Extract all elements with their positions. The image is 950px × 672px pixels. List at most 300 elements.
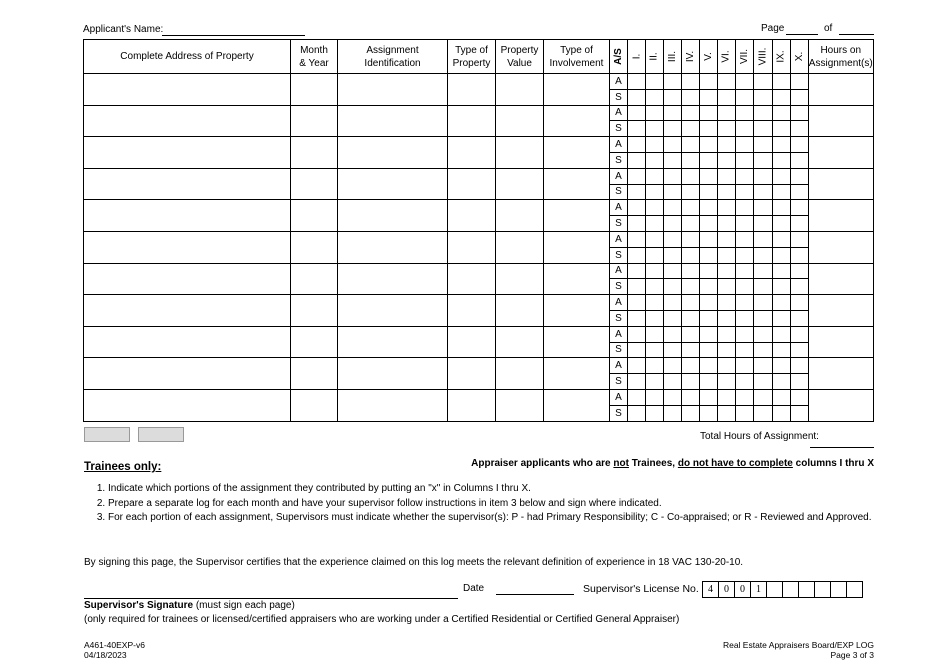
portion-check-cell[interactable] [790, 374, 808, 390]
portion-check-cell[interactable] [772, 121, 790, 137]
portion-check-cell[interactable] [790, 310, 808, 326]
license-digit[interactable] [767, 582, 783, 598]
month-cell[interactable] [291, 263, 338, 295]
address-cell[interactable] [84, 231, 291, 263]
portion-check-cell[interactable] [646, 263, 664, 279]
address-cell[interactable] [84, 358, 291, 390]
portion-check-cell[interactable] [664, 389, 682, 405]
portion-check-cell[interactable] [700, 310, 718, 326]
portion-check-cell[interactable] [628, 295, 646, 311]
portion-check-cell[interactable] [646, 121, 664, 137]
portion-check-cell[interactable] [718, 405, 736, 421]
portion-check-cell[interactable] [700, 247, 718, 263]
hours-cell[interactable] [808, 389, 873, 421]
portion-check-cell[interactable] [718, 216, 736, 232]
portion-check-cell[interactable] [736, 279, 754, 295]
assignment-cell[interactable] [338, 295, 448, 327]
property-value-cell[interactable] [496, 326, 544, 358]
portion-check-cell[interactable] [718, 168, 736, 184]
hours-cell[interactable] [808, 263, 873, 295]
license-digit[interactable]: 4 [703, 582, 719, 598]
portion-check-cell[interactable] [736, 310, 754, 326]
portion-check-cell[interactable] [682, 263, 700, 279]
portion-check-cell[interactable] [646, 152, 664, 168]
portion-check-cell[interactable] [772, 389, 790, 405]
license-digit[interactable] [783, 582, 799, 598]
license-digit[interactable] [847, 582, 863, 598]
license-digit[interactable] [831, 582, 847, 598]
portion-check-cell[interactable] [700, 231, 718, 247]
address-cell[interactable] [84, 326, 291, 358]
involvement-cell[interactable] [544, 137, 610, 169]
property-value-cell[interactable] [496, 200, 544, 232]
portion-check-cell[interactable] [790, 89, 808, 105]
portion-check-cell[interactable] [682, 231, 700, 247]
date-field[interactable] [496, 594, 574, 595]
portion-check-cell[interactable] [772, 89, 790, 105]
portion-check-cell[interactable] [736, 216, 754, 232]
portion-check-cell[interactable] [664, 216, 682, 232]
involvement-cell[interactable] [544, 295, 610, 327]
portion-check-cell[interactable] [736, 263, 754, 279]
portion-check-cell[interactable] [682, 89, 700, 105]
portion-check-cell[interactable] [682, 358, 700, 374]
portion-check-cell[interactable] [628, 389, 646, 405]
portion-check-cell[interactable] [628, 105, 646, 121]
address-cell[interactable] [84, 168, 291, 200]
portion-check-cell[interactable] [790, 358, 808, 374]
portion-check-cell[interactable] [772, 279, 790, 295]
property-value-cell[interactable] [496, 168, 544, 200]
portion-check-cell[interactable] [790, 74, 808, 90]
portion-check-cell[interactable] [772, 200, 790, 216]
hours-cell[interactable] [808, 74, 873, 106]
license-digit[interactable] [799, 582, 815, 598]
portion-check-cell[interactable] [682, 326, 700, 342]
portion-check-cell[interactable] [754, 310, 773, 326]
portion-check-cell[interactable] [664, 152, 682, 168]
hours-cell[interactable] [808, 168, 873, 200]
portion-check-cell[interactable] [772, 216, 790, 232]
portion-check-cell[interactable] [718, 89, 736, 105]
portion-check-cell[interactable] [754, 231, 773, 247]
portion-check-cell[interactable] [664, 121, 682, 137]
portion-check-cell[interactable] [664, 168, 682, 184]
type-property-cell[interactable] [448, 137, 496, 169]
month-cell[interactable] [291, 137, 338, 169]
involvement-cell[interactable] [544, 263, 610, 295]
involvement-cell[interactable] [544, 74, 610, 106]
portion-check-cell[interactable] [628, 74, 646, 90]
portion-check-cell[interactable] [772, 137, 790, 153]
address-cell[interactable] [84, 263, 291, 295]
portion-check-cell[interactable] [628, 326, 646, 342]
hours-cell[interactable] [808, 105, 873, 137]
hours-cell[interactable] [808, 326, 873, 358]
portion-check-cell[interactable] [736, 121, 754, 137]
portion-check-cell[interactable] [700, 295, 718, 311]
portion-check-cell[interactable] [718, 279, 736, 295]
portion-check-cell[interactable] [736, 152, 754, 168]
type-property-cell[interactable] [448, 358, 496, 390]
portion-check-cell[interactable] [736, 105, 754, 121]
portion-check-cell[interactable] [628, 216, 646, 232]
portion-check-cell[interactable] [682, 389, 700, 405]
portion-check-cell[interactable] [718, 342, 736, 358]
portion-check-cell[interactable] [772, 231, 790, 247]
assignment-cell[interactable] [338, 326, 448, 358]
portion-check-cell[interactable] [682, 247, 700, 263]
portion-check-cell[interactable] [718, 105, 736, 121]
portion-check-cell[interactable] [790, 137, 808, 153]
portion-check-cell[interactable] [754, 279, 773, 295]
portion-check-cell[interactable] [682, 310, 700, 326]
license-digit[interactable]: 0 [719, 582, 735, 598]
portion-check-cell[interactable] [664, 184, 682, 200]
portion-check-cell[interactable] [736, 295, 754, 311]
portion-check-cell[interactable] [628, 263, 646, 279]
portion-check-cell[interactable] [700, 105, 718, 121]
portion-check-cell[interactable] [718, 121, 736, 137]
month-cell[interactable] [291, 389, 338, 421]
portion-check-cell[interactable] [790, 231, 808, 247]
portion-check-cell[interactable] [772, 326, 790, 342]
assignment-cell[interactable] [338, 74, 448, 106]
portion-check-cell[interactable] [664, 231, 682, 247]
portion-check-cell[interactable] [736, 168, 754, 184]
portion-check-cell[interactable] [754, 74, 773, 90]
portion-check-cell[interactable] [664, 405, 682, 421]
applicant-name-field[interactable] [162, 35, 305, 36]
property-value-cell[interactable] [496, 231, 544, 263]
portion-check-cell[interactable] [718, 152, 736, 168]
portion-check-cell[interactable] [664, 310, 682, 326]
portion-check-cell[interactable] [664, 89, 682, 105]
type-property-cell[interactable] [448, 231, 496, 263]
portion-check-cell[interactable] [682, 342, 700, 358]
portion-check-cell[interactable] [682, 216, 700, 232]
portion-check-cell[interactable] [700, 216, 718, 232]
property-value-cell[interactable] [496, 358, 544, 390]
portion-check-cell[interactable] [646, 231, 664, 247]
page-total-field[interactable] [839, 34, 874, 35]
portion-check-cell[interactable] [664, 295, 682, 311]
total-hours-field[interactable] [810, 447, 874, 448]
portion-check-cell[interactable] [646, 295, 664, 311]
portion-check-cell[interactable] [682, 121, 700, 137]
portion-check-cell[interactable] [790, 168, 808, 184]
portion-check-cell[interactable] [700, 374, 718, 390]
portion-check-cell[interactable] [700, 326, 718, 342]
portion-check-cell[interactable] [682, 74, 700, 90]
portion-check-cell[interactable] [646, 184, 664, 200]
portion-check-cell[interactable] [718, 74, 736, 90]
portion-check-cell[interactable] [718, 231, 736, 247]
portion-check-cell[interactable] [754, 105, 773, 121]
address-cell[interactable] [84, 105, 291, 137]
portion-check-cell[interactable] [628, 137, 646, 153]
portion-check-cell[interactable] [628, 121, 646, 137]
portion-check-cell[interactable] [772, 295, 790, 311]
portion-check-cell[interactable] [664, 374, 682, 390]
portion-check-cell[interactable] [682, 374, 700, 390]
portion-check-cell[interactable] [664, 247, 682, 263]
portion-check-cell[interactable] [700, 74, 718, 90]
address-cell[interactable] [84, 295, 291, 327]
assignment-cell[interactable] [338, 231, 448, 263]
portion-check-cell[interactable] [700, 358, 718, 374]
property-value-cell[interactable] [496, 105, 544, 137]
portion-check-cell[interactable] [700, 342, 718, 358]
address-cell[interactable] [84, 137, 291, 169]
type-property-cell[interactable] [448, 105, 496, 137]
portion-check-cell[interactable] [754, 326, 773, 342]
portion-check-cell[interactable] [700, 389, 718, 405]
portion-check-cell[interactable] [790, 200, 808, 216]
involvement-cell[interactable] [544, 231, 610, 263]
portion-check-cell[interactable] [754, 342, 773, 358]
portion-check-cell[interactable] [736, 389, 754, 405]
portion-check-cell[interactable] [754, 216, 773, 232]
portion-check-cell[interactable] [664, 74, 682, 90]
portion-check-cell[interactable] [754, 152, 773, 168]
month-cell[interactable] [291, 168, 338, 200]
portion-check-cell[interactable] [718, 184, 736, 200]
portion-check-cell[interactable] [628, 405, 646, 421]
portion-check-cell[interactable] [646, 89, 664, 105]
portion-check-cell[interactable] [736, 74, 754, 90]
portion-check-cell[interactable] [736, 405, 754, 421]
portion-check-cell[interactable] [682, 137, 700, 153]
license-digit[interactable] [815, 582, 831, 598]
portion-check-cell[interactable] [736, 200, 754, 216]
portion-check-cell[interactable] [628, 247, 646, 263]
portion-check-cell[interactable] [664, 105, 682, 121]
portion-check-cell[interactable] [772, 405, 790, 421]
portion-check-cell[interactable] [646, 168, 664, 184]
hours-cell[interactable] [808, 137, 873, 169]
portion-check-cell[interactable] [664, 263, 682, 279]
portion-check-cell[interactable] [772, 374, 790, 390]
hours-cell[interactable] [808, 231, 873, 263]
portion-check-cell[interactable] [772, 263, 790, 279]
license-digit[interactable]: 1 [751, 582, 767, 598]
portion-check-cell[interactable] [700, 200, 718, 216]
portion-check-cell[interactable] [664, 326, 682, 342]
portion-check-cell[interactable] [646, 358, 664, 374]
portion-check-cell[interactable] [754, 168, 773, 184]
month-cell[interactable] [291, 326, 338, 358]
month-cell[interactable] [291, 200, 338, 232]
assignment-cell[interactable] [338, 200, 448, 232]
address-cell[interactable] [84, 74, 291, 106]
type-property-cell[interactable] [448, 263, 496, 295]
portion-check-cell[interactable] [646, 105, 664, 121]
portion-check-cell[interactable] [754, 389, 773, 405]
portion-check-cell[interactable] [682, 152, 700, 168]
portion-check-cell[interactable] [646, 279, 664, 295]
involvement-cell[interactable] [544, 326, 610, 358]
portion-check-cell[interactable] [790, 263, 808, 279]
portion-check-cell[interactable] [790, 279, 808, 295]
portion-check-cell[interactable] [790, 295, 808, 311]
portion-check-cell[interactable] [772, 152, 790, 168]
portion-check-cell[interactable] [718, 389, 736, 405]
portion-check-cell[interactable] [772, 168, 790, 184]
portion-check-cell[interactable] [646, 389, 664, 405]
portion-check-cell[interactable] [736, 342, 754, 358]
form-button-2[interactable] [138, 427, 184, 442]
license-digit[interactable]: 0 [735, 582, 751, 598]
portion-check-cell[interactable] [754, 263, 773, 279]
portion-check-cell[interactable] [736, 89, 754, 105]
portion-check-cell[interactable] [754, 405, 773, 421]
address-cell[interactable] [84, 200, 291, 232]
portion-check-cell[interactable] [646, 310, 664, 326]
portion-check-cell[interactable] [700, 89, 718, 105]
portion-check-cell[interactable] [736, 358, 754, 374]
portion-check-cell[interactable] [700, 263, 718, 279]
portion-check-cell[interactable] [700, 152, 718, 168]
type-property-cell[interactable] [448, 168, 496, 200]
portion-check-cell[interactable] [646, 247, 664, 263]
portion-check-cell[interactable] [628, 279, 646, 295]
month-cell[interactable] [291, 105, 338, 137]
portion-check-cell[interactable] [628, 342, 646, 358]
portion-check-cell[interactable] [664, 342, 682, 358]
month-cell[interactable] [291, 231, 338, 263]
portion-check-cell[interactable] [646, 200, 664, 216]
property-value-cell[interactable] [496, 295, 544, 327]
portion-check-cell[interactable] [646, 342, 664, 358]
assignment-cell[interactable] [338, 105, 448, 137]
portion-check-cell[interactable] [718, 263, 736, 279]
portion-check-cell[interactable] [682, 184, 700, 200]
month-cell[interactable] [291, 295, 338, 327]
portion-check-cell[interactable] [646, 405, 664, 421]
portion-check-cell[interactable] [628, 374, 646, 390]
portion-check-cell[interactable] [754, 184, 773, 200]
portion-check-cell[interactable] [682, 200, 700, 216]
portion-check-cell[interactable] [664, 358, 682, 374]
portion-check-cell[interactable] [790, 326, 808, 342]
portion-check-cell[interactable] [718, 358, 736, 374]
portion-check-cell[interactable] [754, 121, 773, 137]
portion-check-cell[interactable] [718, 295, 736, 311]
portion-check-cell[interactable] [646, 137, 664, 153]
portion-check-cell[interactable] [718, 200, 736, 216]
portion-check-cell[interactable] [628, 200, 646, 216]
portion-check-cell[interactable] [682, 279, 700, 295]
portion-check-cell[interactable] [790, 121, 808, 137]
type-property-cell[interactable] [448, 200, 496, 232]
month-cell[interactable] [291, 74, 338, 106]
assignment-cell[interactable] [338, 137, 448, 169]
type-property-cell[interactable] [448, 74, 496, 106]
portion-check-cell[interactable] [736, 184, 754, 200]
hours-cell[interactable] [808, 295, 873, 327]
page-number-field[interactable] [786, 34, 818, 35]
portion-check-cell[interactable] [628, 152, 646, 168]
portion-check-cell[interactable] [628, 168, 646, 184]
portion-check-cell[interactable] [718, 310, 736, 326]
portion-check-cell[interactable] [772, 310, 790, 326]
assignment-cell[interactable] [338, 168, 448, 200]
portion-check-cell[interactable] [682, 168, 700, 184]
portion-check-cell[interactable] [772, 105, 790, 121]
portion-check-cell[interactable] [682, 295, 700, 311]
portion-check-cell[interactable] [754, 295, 773, 311]
address-cell[interactable] [84, 389, 291, 421]
involvement-cell[interactable] [544, 358, 610, 390]
portion-check-cell[interactable] [772, 184, 790, 200]
portion-check-cell[interactable] [754, 374, 773, 390]
involvement-cell[interactable] [544, 389, 610, 421]
portion-check-cell[interactable] [754, 200, 773, 216]
property-value-cell[interactable] [496, 74, 544, 106]
portion-check-cell[interactable] [736, 137, 754, 153]
portion-check-cell[interactable] [664, 137, 682, 153]
portion-check-cell[interactable] [718, 137, 736, 153]
portion-check-cell[interactable] [700, 405, 718, 421]
portion-check-cell[interactable] [790, 342, 808, 358]
portion-check-cell[interactable] [718, 374, 736, 390]
portion-check-cell[interactable] [772, 74, 790, 90]
portion-check-cell[interactable] [628, 310, 646, 326]
portion-check-cell[interactable] [736, 231, 754, 247]
portion-check-cell[interactable] [754, 358, 773, 374]
portion-check-cell[interactable] [736, 247, 754, 263]
portion-check-cell[interactable] [754, 137, 773, 153]
portion-check-cell[interactable] [628, 89, 646, 105]
portion-check-cell[interactable] [682, 105, 700, 121]
portion-check-cell[interactable] [790, 216, 808, 232]
portion-check-cell[interactable] [772, 247, 790, 263]
hours-cell[interactable] [808, 200, 873, 232]
assignment-cell[interactable] [338, 358, 448, 390]
license-number-boxes[interactable] [702, 581, 863, 598]
portion-check-cell[interactable] [790, 105, 808, 121]
property-value-cell[interactable] [496, 389, 544, 421]
portion-check-cell[interactable] [700, 184, 718, 200]
portion-check-cell[interactable] [700, 121, 718, 137]
portion-check-cell[interactable] [646, 374, 664, 390]
portion-check-cell[interactable] [736, 326, 754, 342]
portion-check-cell[interactable] [700, 279, 718, 295]
property-value-cell[interactable] [496, 137, 544, 169]
property-value-cell[interactable] [496, 263, 544, 295]
portion-check-cell[interactable] [664, 200, 682, 216]
portion-check-cell[interactable] [790, 389, 808, 405]
signature-field[interactable] [84, 598, 458, 599]
portion-check-cell[interactable] [664, 279, 682, 295]
hours-cell[interactable] [808, 358, 873, 390]
involvement-cell[interactable] [544, 105, 610, 137]
assignment-cell[interactable] [338, 263, 448, 295]
portion-check-cell[interactable] [754, 247, 773, 263]
portion-check-cell[interactable] [682, 405, 700, 421]
involvement-cell[interactable] [544, 200, 610, 232]
portion-check-cell[interactable] [790, 247, 808, 263]
portion-check-cell[interactable] [700, 137, 718, 153]
portion-check-cell[interactable] [700, 168, 718, 184]
month-cell[interactable] [291, 358, 338, 390]
portion-check-cell[interactable] [646, 74, 664, 90]
type-property-cell[interactable] [448, 295, 496, 327]
assignment-cell[interactable] [338, 389, 448, 421]
portion-check-cell[interactable] [790, 405, 808, 421]
portion-check-cell[interactable] [772, 342, 790, 358]
